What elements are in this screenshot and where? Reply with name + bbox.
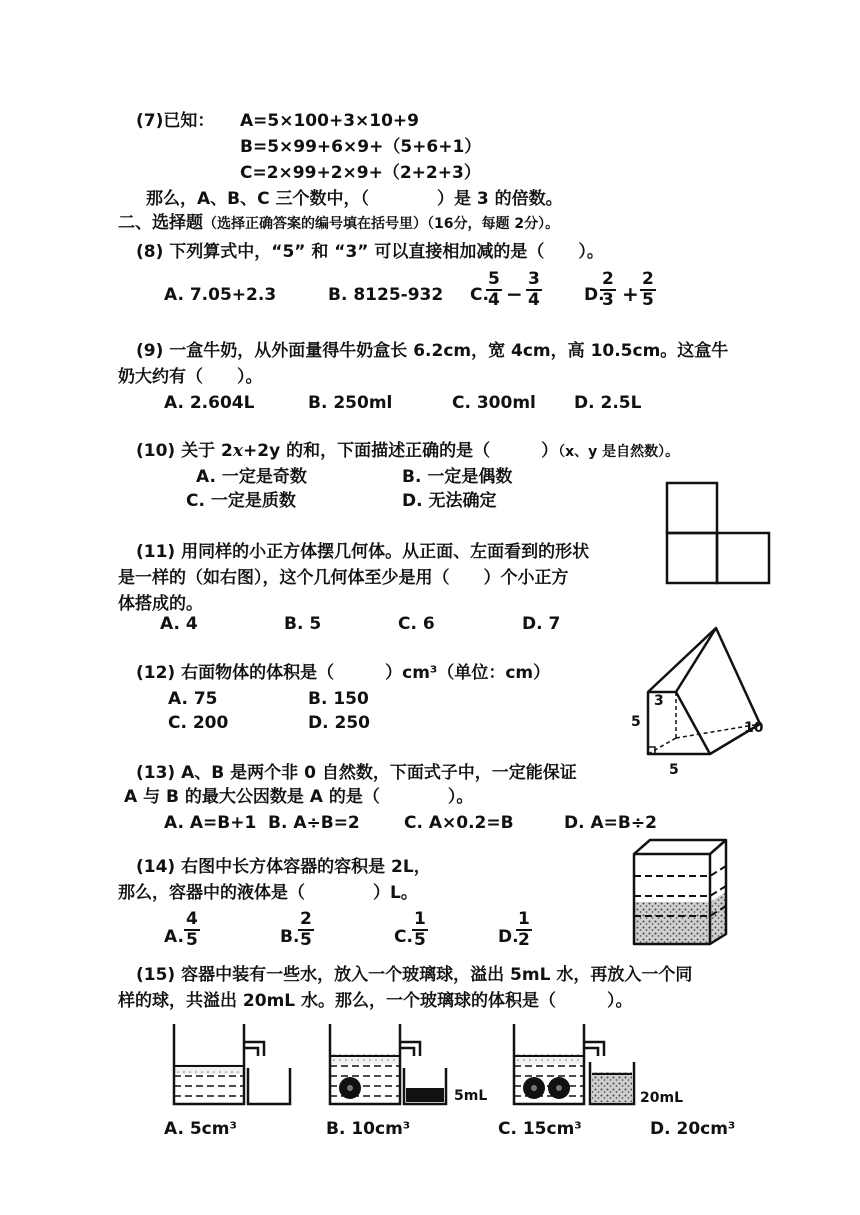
q12-dim-3: 3 — [654, 693, 664, 709]
q15-stem-2: 样的球，共溢出 20mL 水。那么，一个玻璃球的体积是（ ）。 — [118, 991, 633, 1011]
q7-line-c: C=2×99+2×9+（2+2+3） — [240, 163, 481, 183]
q8-option-c-op: − — [506, 282, 523, 306]
q8-option-d-frac2: $\frac{2}{5}$ — [642, 269, 654, 310]
q12-dim-5-height: 5 — [631, 714, 641, 730]
q14-option-d-label: D. — [498, 927, 519, 947]
q14-stem-2: 那么，容器中的液体是（ ）L。 — [118, 883, 418, 903]
q12-option-c: C. 200 — [168, 713, 229, 733]
q13-option-b: B. A÷B=2 — [268, 813, 360, 833]
q11-stem-3: 体搭成的。 — [118, 594, 203, 614]
q11-option-a: A. 4 — [160, 614, 198, 634]
q8-option-d-label: D. — [584, 285, 605, 305]
q11-stem-1: (11) 用同样的小正方体摆几何体。从正面、左面看到的形状 — [136, 542, 590, 562]
q15-overflow-label-20ml: 20mL — [640, 1090, 683, 1106]
q8-stem: (8) 下列算式中，“5” 和 “3” 可以直接相加减的是（ ）。 — [136, 242, 604, 262]
q10-stem-note: （x、y 是自然数）。 — [558, 444, 680, 460]
q10-stem — [136, 440, 679, 463]
q12-dim-5-width: 5 — [669, 762, 679, 778]
q8-option-c-label: C. — [470, 285, 489, 305]
q8-option-a: A. 7.05+2.3 — [164, 285, 277, 305]
q10-stem-pre: (10) 关于 2 — [136, 441, 233, 461]
q13-option-a: A. A=B+1 — [164, 813, 257, 833]
q12-option-a: A. 75 — [168, 689, 218, 709]
q14-option-d-frac: $\frac{1}{2}$ — [518, 909, 530, 950]
q12-dim-10: 10 — [744, 720, 764, 736]
q14-option-a-frac: $\frac{4}{5}$ — [186, 909, 198, 950]
q12-prism-figure — [636, 622, 766, 762]
q11-option-d: D. 7 — [522, 614, 561, 634]
q14-option-a-label: A. — [164, 927, 184, 947]
q12-option-b: B. 150 — [308, 689, 369, 709]
q7-line-b: B=5×99+6×9+（5+6+1） — [240, 137, 482, 157]
q13-stem-2: A 与 B 的最大公因数是 A 的是（ ）。 — [124, 787, 474, 807]
section-note: （选择正确答案的编号填在括号里）（16分，每题 2分）。 — [203, 216, 560, 232]
q15-container-figure-1 — [164, 1022, 296, 1112]
q14-option-b-label: B. — [280, 927, 300, 947]
q13-option-c: C. A×0.2=B — [404, 813, 514, 833]
q10-stem-x: x — [232, 441, 244, 461]
q11-view-figure — [664, 480, 774, 586]
q15-option-a: A. 5cm³ — [164, 1119, 237, 1139]
q8-option-d-frac1: $\frac{2}{3}$ — [602, 269, 614, 310]
q7-line-a: A=5×100+3×10+9 — [240, 111, 420, 131]
q14-stem-1: (14) 右图中长方体容器的容积是 2L， — [136, 857, 431, 877]
q15-container-figure-2 — [320, 1022, 452, 1112]
q15-option-d: D. 20cm³ — [650, 1119, 736, 1139]
q13-stem-1: (13) A、B 是两个非 0 自然数，下面式子中，一定能保证 — [136, 763, 577, 783]
q9-option-d: D. 2.5L — [574, 393, 642, 413]
q10-option-b: B. 一定是偶数 — [402, 467, 513, 487]
q15-container-figure-3 — [504, 1022, 640, 1112]
q7-prefix: (7)已知： — [136, 111, 215, 131]
q12-stem: (12) 右面物体的体积是（ ）cm³（单位：cm） — [136, 663, 551, 683]
q15-option-c: C. 15cm³ — [498, 1119, 582, 1139]
q15-option-b: B. 10cm³ — [326, 1119, 411, 1139]
q9-stem-2: 奶大约有（ ）。 — [118, 367, 263, 387]
q15-overflow-label-5ml: 5mL — [454, 1088, 488, 1104]
q10-option-a: A. 一定是奇数 — [196, 467, 307, 487]
q10-stem-post: +2y 的和，下面描述正确的是（ ） — [243, 441, 559, 461]
q8-option-c-frac2: $\frac{3}{4}$ — [528, 269, 540, 310]
q11-option-c: C. 6 — [398, 614, 435, 634]
q12-option-d: D. 250 — [308, 713, 370, 733]
q13-option-d: D. A=B÷2 — [564, 813, 657, 833]
q10-option-c: C. 一定是质数 — [186, 491, 296, 511]
q14-option-b-frac: $\frac{2}{5}$ — [300, 909, 312, 950]
q9-option-a: A. 2.604L — [164, 393, 255, 413]
q9-stem-1: (9) 一盒牛奶，从外面量得牛奶盒长 6.2cm，宽 4cm，高 10.5cm。这盒牛 — [136, 341, 729, 361]
section-heading: 二、选择题 — [118, 213, 203, 233]
q15-stem-1: (15) 容器中装有一些水，放入一个玻璃球，溢出 5mL 水，再放入一个同 — [136, 965, 693, 985]
q8-option-d-op: + — [622, 282, 639, 306]
q10-option-d: D. 无法确定 — [402, 491, 497, 511]
q8-option-c-frac1: $\frac{5}{4}$ — [488, 269, 500, 310]
q14-option-c-label: C. — [394, 927, 413, 947]
q9-option-b: B. 250ml — [308, 393, 393, 413]
q7-question: 那么，A、B、C 三个数中，（ ）是 3 的倍数。 — [146, 189, 563, 209]
q14-option-c-frac: $\frac{1}{5}$ — [414, 909, 426, 950]
q8-option-b: B. 8125-932 — [328, 285, 444, 305]
q11-stem-2: 是一样的（如右图），这个几何体至少是用（ ）个小正方 — [118, 568, 569, 588]
q11-option-b: B. 5 — [284, 614, 322, 634]
q14-container-figure — [630, 836, 730, 950]
q9-option-c: C. 300ml — [452, 393, 536, 413]
section-title — [118, 212, 559, 235]
